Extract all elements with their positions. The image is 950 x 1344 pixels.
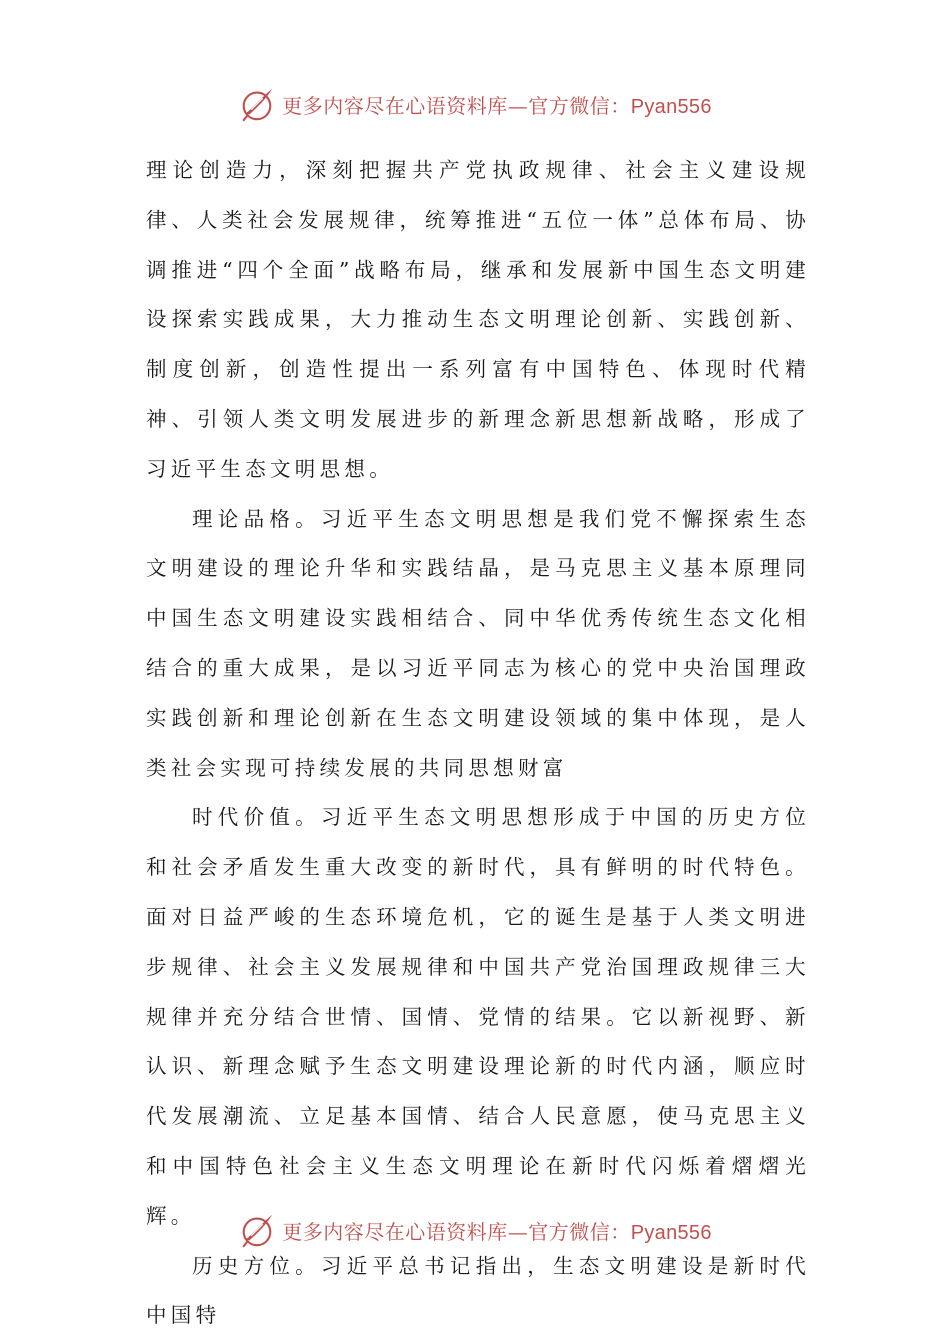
paragraph-historical-position: 历史方位。习近平总书记指出，生态文明建设是新时代中国特 [146, 1253, 810, 1328]
quill-pen-logo-icon [238, 85, 276, 123]
header-wechat-id: Pyan556 [630, 95, 712, 118]
quill-pen-logo-icon [238, 1211, 276, 1249]
document-body [146, 146, 810, 1341]
paragraph-continuation: 理论创造力，深刻把握共产党执政规律、社会主义建设规律、人类社会发展规律，统筹推进“五位一体”总体布局、协调推进“四个全面”战略布局，继承和发展新中国生态文明建设探索实践成果，大力推动生态文明理论创新、实践创新、制度创新，创造性提出一系列富有中国特色、体现时代精神、引领人类文明发展进步的新理念新思想新战略，形成了习近平生态文明思想。 [146, 158, 810, 481]
footer-banner-text: 更多内容尽在心语资料库—官方微信：Pyan556 [282, 1219, 712, 1244]
paragraph-theoretical-character: 理论品格。习近平生态文明思想是我们党不懈探索生态文明建设的理论升华和实践结晶，是马克思主义基本原理同中国生态文明建设实践相结合、同中华优秀传统生态文化相结合的重大成果，是以习近平同志为核心的党中央治国理政实践创新和理论创新在生态文明建设领域的集中体现，是人类社会实现可持续发展的共同思想财富 [146, 506, 810, 780]
paragraph-era-value: 时代价值。习近平生态文明思想形成于中国的历史方位和社会矛盾发生重大改变的新时代，具有鲜明的时代特色。面对日益严峻的生态环境危机，它的诞生是基于人类文明进步规律、社会主义发展规律和中国共产党治国理政规律三大规律并充分结合世情、国情、党情的结果。它以新视野、新认识、新理念赋予生态文明建设理论新的时代内涵，顺应时代发展潮流、立足基本国情、结合人民意愿，使马克思主义和中国特色社会主义生态文明理论在新时代闪烁着熠熠光辉。 [146, 805, 810, 1228]
footer-wechat-id: Pyan556 [630, 1221, 712, 1244]
header-banner [0, 82, 950, 126]
footer-banner [0, 1208, 950, 1252]
header-banner-text: 更多内容尽在心语资料库—官方微信：Pyan556 [282, 93, 712, 118]
